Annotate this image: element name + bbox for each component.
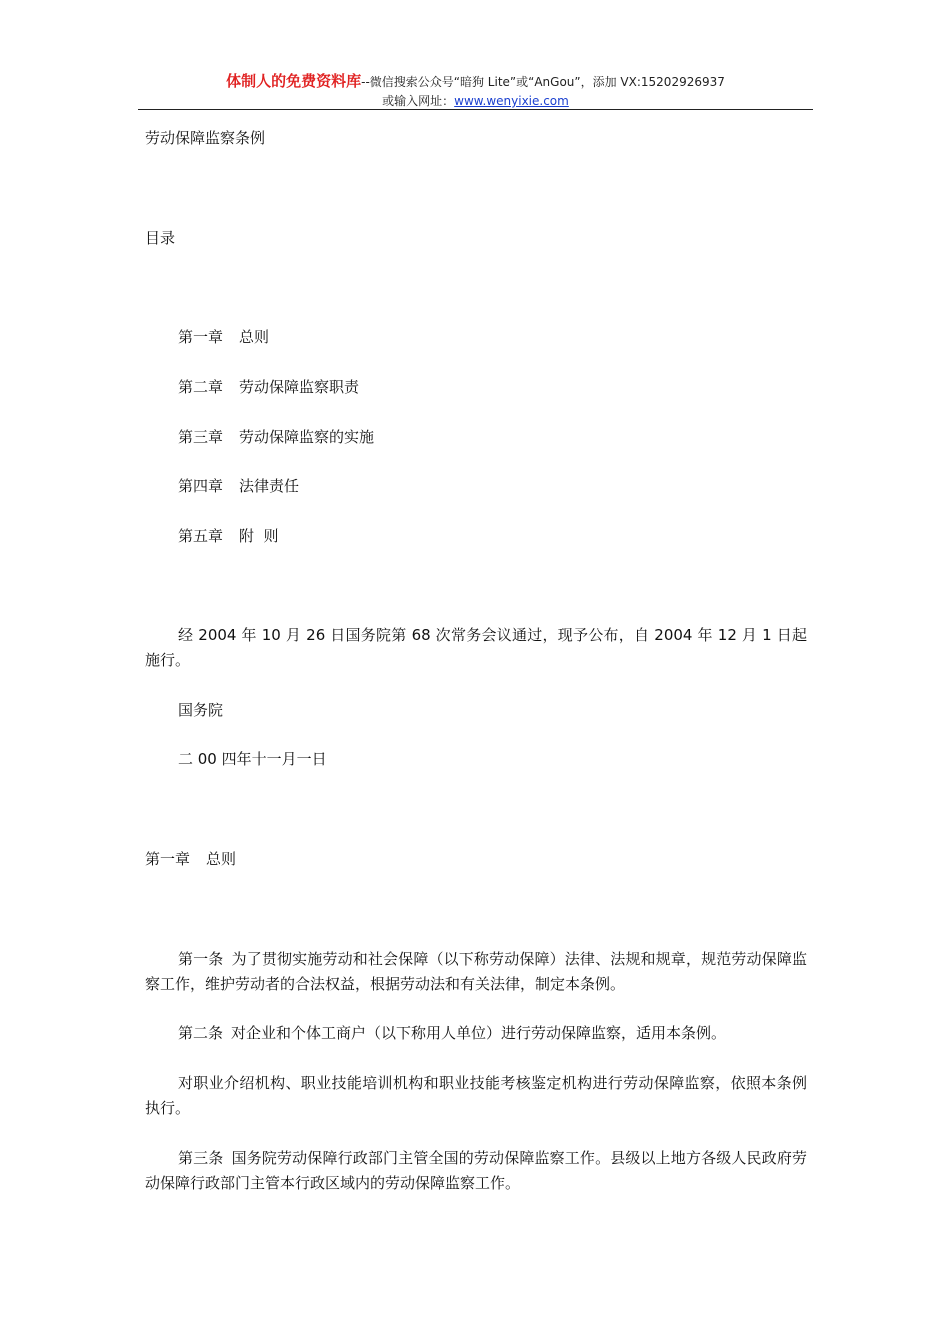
header-divider xyxy=(138,109,813,110)
issuer: 国务院 xyxy=(178,701,224,719)
chapter-number: 第一章 xyxy=(145,850,191,868)
toc-item xyxy=(178,474,299,499)
toc-chapter-title: 劳动保障监察职责 xyxy=(239,378,360,396)
header-note: --微信搜索公众号“暗狗 Lite”或“AnGou”，添加 VX:15202926937 xyxy=(361,75,725,89)
article-number: 第三条 xyxy=(178,1149,224,1167)
toc-chapter-number: 第二章 xyxy=(178,378,224,396)
article-text: 为了贯彻实施劳动和社会保障（以下称劳动保障）法律、法规和规章，规范劳动保障监察工作，维护劳动者的合法权益，根据劳动法和有关法律，制定本条例。 xyxy=(145,950,807,993)
toc-chapter-title: 法律责任 xyxy=(239,477,300,495)
toc-chapter-title: 劳动保障监察的实施 xyxy=(239,428,375,446)
article-text: 国务院劳动保障行政部门主管全国的劳动保障监察工作。县级以上地方各级人民政府劳动保障行政部门主管本行政区域内的劳动保障监察工作。 xyxy=(145,1149,807,1192)
chapter-heading xyxy=(145,847,236,872)
article-number: 第一条 xyxy=(178,950,224,968)
toc-chapter-title: 总则 xyxy=(239,328,270,346)
article xyxy=(145,1021,807,1046)
article-text: 对职业介绍机构、职业技能培训机构和职业技能考核鉴定机构进行劳动保障监察，依照本条例执行。 xyxy=(145,1074,807,1117)
toc-chapter-number: 第一章 xyxy=(178,328,224,346)
toc-chapter-number: 第三章 xyxy=(178,428,224,446)
header-promo-line xyxy=(138,70,813,93)
article-number: 第二条 xyxy=(178,1024,224,1042)
article-text: 对企业和个体工商户（以下称用人单位）进行劳动保障监察，适用本条例。 xyxy=(231,1024,727,1042)
url-prefix: 或输入网址： xyxy=(382,94,455,108)
toc-item xyxy=(178,524,279,549)
website-link[interactable]: www.wenyixie.com xyxy=(454,94,569,108)
page-header xyxy=(138,70,813,109)
article xyxy=(145,947,807,997)
toc-item xyxy=(178,375,359,400)
toc-chapter-title: 附 则 xyxy=(239,527,279,545)
brand-name: 体制人的免费资料库 xyxy=(226,72,362,90)
toc-chapter-number: 第四章 xyxy=(178,477,224,495)
toc-item xyxy=(178,325,269,350)
article-paragraph xyxy=(145,1071,807,1121)
chapter-title: 总则 xyxy=(206,850,237,868)
toc-heading: 目录 xyxy=(145,229,176,247)
header-url-line xyxy=(138,93,813,109)
toc-chapter-number: 第五章 xyxy=(178,527,224,545)
issue-date: 二 00 四年十一月一日 xyxy=(178,750,327,768)
document-title: 劳动保障监察条例 xyxy=(145,129,266,147)
toc-item xyxy=(178,425,374,450)
article xyxy=(145,1146,807,1196)
promulgation-text: 经 2004 年 10 月 26 日国务院第 68 次常务会议通过，现予公布，自 2004 年 12 月 1 日起施行。 xyxy=(145,626,807,669)
